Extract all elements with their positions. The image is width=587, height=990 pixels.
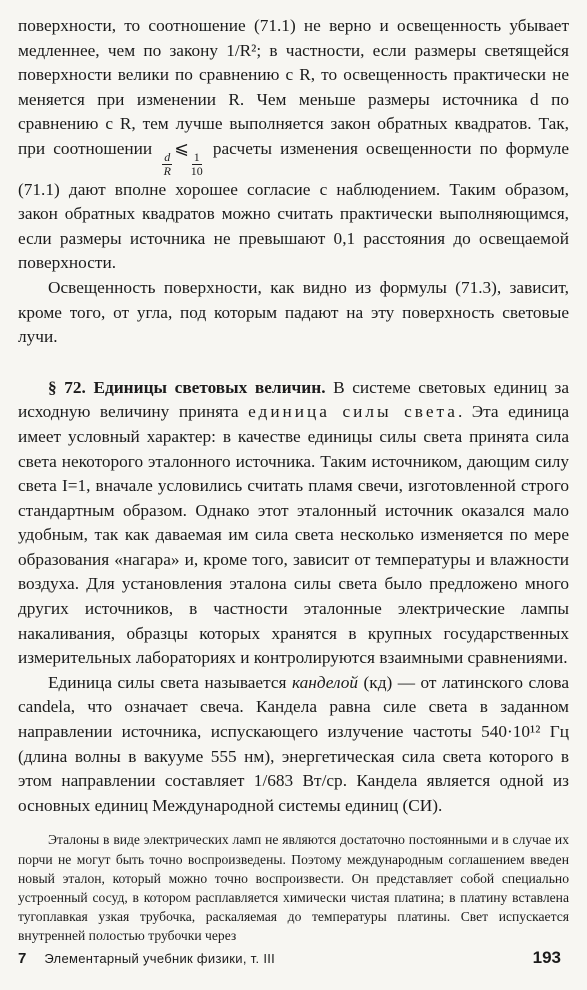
signature-mark: 7 [18, 950, 27, 967]
spaced-term: единица силы света [248, 402, 458, 422]
section-gap [18, 350, 569, 376]
paragraph-tail: расчеты изменения освещенности по формуле (71.1) дают вполне хорошее согласие с наблюдением. Таким образом, закон обратных квадратов можно считать практически выполняющимся, если размеры источника не превышают 0,1 расстояния до освещаемой поверхности. [18, 138, 569, 273]
italic-term: канделой [291, 672, 359, 692]
book-title: Элементарный учебник физики, т. III [44, 951, 276, 966]
section-heading: § 72. Единицы световых величин. [48, 377, 326, 397]
fraction-one-tenth: $\frac{1}{10}$ [190, 149, 203, 178]
paragraph-candela: Единица силы света называется канделой (кд) — от латинского слова candela, что означает свеча. Кандела равна силе света в заданном направлении источника, испускающего излучение частоты 540·10¹² Гц (длина волны в вакууме 555 нм), энергетическая сила света которого в этом направлении составляет 1/683 Вт/ср. Кандела является одной из основных единиц Международной системы единиц (СИ). [18, 672, 569, 815]
paragraph-angle: Освещенность поверхности, как видно из формулы (71.3), зависит, кроме того, от угла, под которым падают на эту поверхность световые лучи. [18, 277, 569, 347]
paragraph-text: поверхности, то соотношение (71.1) не верно и освещенность убывает медленнее, чем по закону 1/R²; в частности, если размеры светящейся поверхности велики по сравнению с R, то освещенность практически не меняется при изменении R. Чем меньше размеры источника d по сравнению с R, тем лучше выполняется закон обратных квадратов. Так, при соотношении [18, 16, 569, 158]
page-number: 193 [532, 948, 561, 967]
section-72-paragraph: § 72. Единицы световых величин. В системе световых единиц за исходную величину принята единица силы света. Эта единица имеет условный характер: в качестве единицы силы света принята сила света некоторого эталонного источника. Таким источником, дающим силу света I=1, вначале условились считать пламя свечи, изготовленной строго стандартным образом. Однако этот эталонный источник оказался мало удобным, так как даваемая им сила света несколько изменяется по мере образования «нагара» и, кроме того, зависит от температуры и влажности воздуха. Для установления эталона силы света было предложено много других источников, в частности эталонные электрические лампы накаливания, образцы которых хранятся в крупных государственных измерительных лабораториях и контролируются взаимными сравнениями. [18, 377, 570, 668]
paragraph-continuation [18, 14, 569, 276]
footnote-small-print: Эталоны в виде электрических ламп не являются достаточно постоянными и в случае их порчи не могут быть точно воспроизведены. Поэтому международным соглашением введен новый эталон, который можно точно воспроизвести. Он представляет собой специально устроенный сосуд, в котором расплавляется химически чистая платина; в платину вставлена тугоплавкая узкая трубочка, раскаляемая до температуры платины. Свет испускается внутренней полостью трубочки через [18, 832, 569, 944]
page-footer [18, 948, 561, 968]
leq-symbol: ⩽ [174, 138, 189, 158]
fraction-d-over-r: $\frac{d}{R}$ [163, 149, 171, 178]
